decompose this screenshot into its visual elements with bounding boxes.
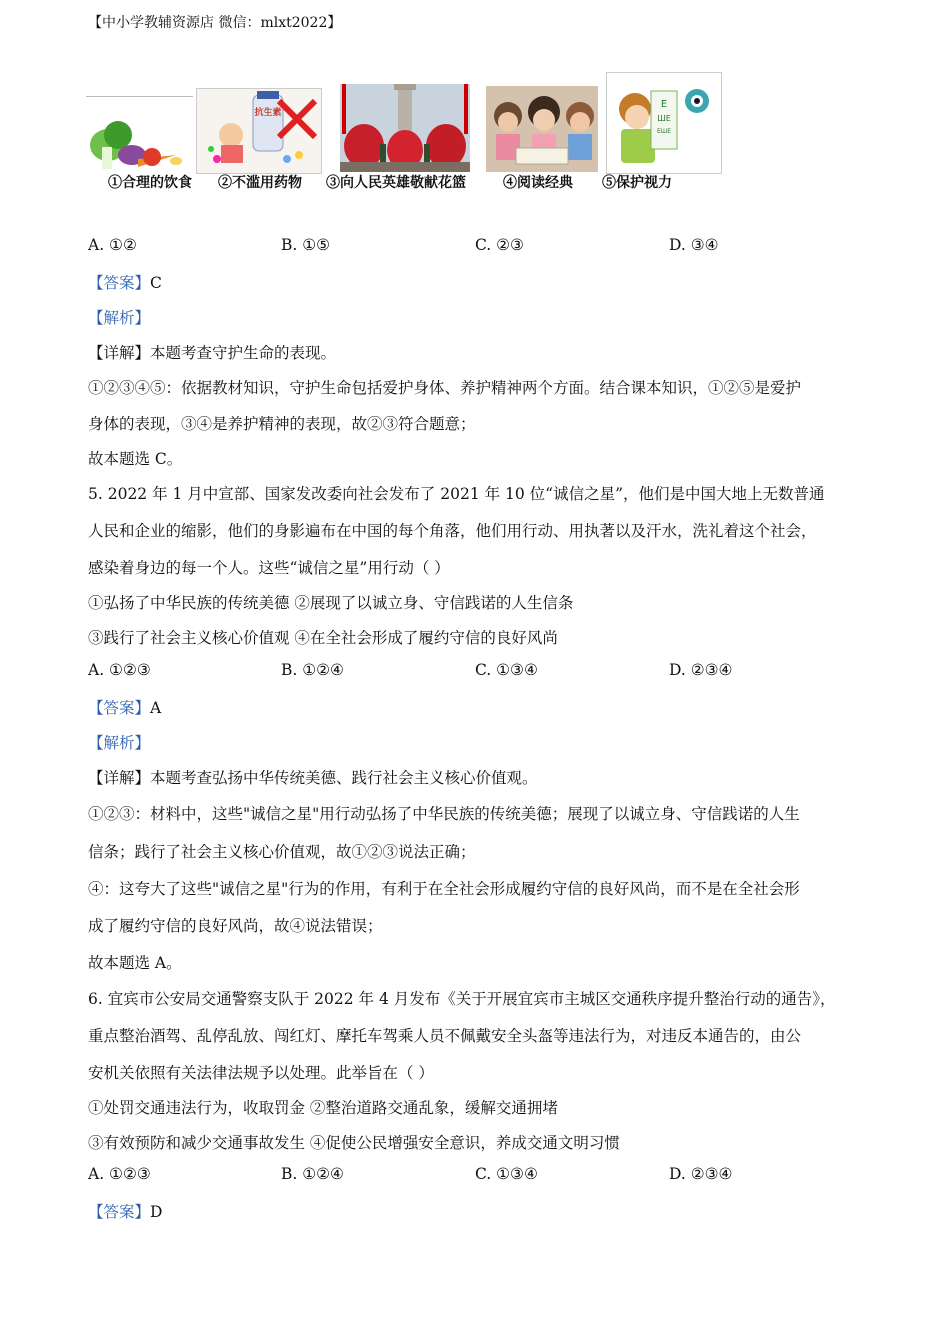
healthy-food-image	[86, 96, 193, 181]
q5-option-d: D. ②③④	[669, 661, 733, 679]
page-header: 【中小学教辅资源店 微信：mlxt2022】	[88, 15, 342, 31]
q5-stem-2: 人民和企业的缩影，他们的身影遍布在中国的每个角落，他们用行动、用执著以及汗水，洗礼着这个社会，	[88, 522, 817, 540]
q5-statement-1: ①弘扬了中华民族的传统美德 ②展现了以诚立身、守信践诺的人生信条	[88, 594, 574, 612]
q6-statement-1: ①处罚交通违法行为，收取罚金 ②整治道路交通乱象，缓解交通拥堵	[88, 1099, 558, 1117]
no-medicine-abuse-image	[196, 88, 322, 174]
detail-text: 本题考查弘扬中华传统美德、践行社会主义核心价值观。	[150, 769, 538, 787]
q5-line-5: 故本题选 A。	[88, 954, 182, 972]
q6-option-c: C. ①③④	[475, 1165, 538, 1183]
q6-statement-2: ③有效预防和减少交通事故发生 ④促使公民增强安全意识，养成交通文明习惯	[88, 1134, 620, 1152]
monument-flower-basket-image	[340, 84, 470, 172]
q6-option-d: D. ②③④	[669, 1165, 733, 1183]
q4-line-3: 故本题选 C。	[88, 450, 183, 468]
caption-1: ①合理的饮食	[108, 175, 192, 191]
caption-4: ④阅读经典	[503, 175, 573, 191]
q6-stem-1: 6. 宜宾市公安局交通警察支队于 2022 年 4 月发布《关于开展宜宾市主城区交通秩序提升整治行动的通告》，	[88, 990, 836, 1008]
caption-5: ⑤保护视力	[602, 175, 672, 191]
q4-line-1: ①②③④⑤：依据教材知识，守护生命包括爱护身体、养护精神两个方面。结合课本知识，①②⑤是爱护	[88, 379, 802, 397]
q5-line-1: ①②③：材料中，这些"诚信之星"用行动弘扬了中华民族的传统美德；展现了以诚立身、守信践诺的人生	[88, 805, 800, 823]
protect-eyesight-image	[606, 72, 722, 174]
q5-analysis-tag: 【解析】	[88, 734, 151, 752]
q4-option-a: A. ①②	[88, 236, 137, 254]
q5-detail	[88, 766, 538, 788]
q5-stem-3: 感染着身边的每一个人。这些“诚信之星”用行动（ ）	[88, 559, 450, 577]
reading-classics-image	[486, 86, 598, 172]
q6-stem-3: 安机关依照有关法律法规予以处理。此举旨在（ ）	[88, 1064, 434, 1082]
answer-value: C	[150, 274, 162, 292]
caption-3: ③向人民英雄敬献花篮	[326, 175, 466, 191]
q6-stem-2: 重点整治酒驾、乱停乱放、闯红灯、摩托车驾乘人员不佩戴安全头盔等违法行为，对违反本通告的，由公	[88, 1027, 802, 1045]
answer-value: D	[150, 1203, 163, 1221]
q4-option-c: C. ②③	[475, 236, 524, 254]
q6-answer	[88, 1200, 162, 1222]
q4-line-2: 身体的表现，③④是养护精神的表现，故②③符合题意；	[88, 415, 476, 433]
detail-tag: 【详解】	[88, 769, 151, 787]
question-figure	[86, 72, 726, 202]
q5-stem-1: 5. 2022 年 1 月中宣部、国家发改委向社会发布了 2021 年 10 位“诚信之星”，他们是中国大地上无数普通	[88, 485, 825, 503]
q4-detail	[88, 341, 336, 363]
q5-statement-2: ③践行了社会主义核心价值观 ④在全社会形成了履约守信的良好风尚	[88, 629, 558, 647]
q5-answer	[88, 696, 161, 718]
q5-option-c: C. ①③④	[475, 661, 538, 679]
answer-tag: 【答案】	[88, 699, 151, 717]
svg-text:ШE: ШE	[657, 114, 671, 123]
q5-line-4: 成了履约守信的良好风尚，故④说法错误；	[88, 917, 383, 935]
svg-text:EШE: EШE	[657, 128, 671, 135]
svg-text:E: E	[660, 99, 668, 110]
q4-answer	[88, 271, 162, 293]
detail-tag: 【详解】	[88, 344, 151, 362]
answer-tag: 【答案】	[88, 274, 151, 292]
q5-option-b: B. ①②④	[281, 661, 344, 679]
answer-value: A	[150, 699, 162, 717]
detail-text: 本题考查守护生命的表现。	[150, 344, 337, 362]
bottle-label: 抗生素	[254, 108, 282, 118]
q4-option-b: B. ①⑤	[281, 236, 331, 254]
q6-option-b: B. ①②④	[281, 1165, 344, 1183]
q5-line-3: ④：这夸大了这些"诚信之星"行为的作用，有利于在全社会形成履约守信的良好风尚，而不是在全社会形	[88, 880, 800, 898]
q6-option-a: A. ①②③	[88, 1165, 151, 1183]
q4-analysis-tag: 【解析】	[88, 309, 151, 327]
answer-tag: 【答案】	[88, 1203, 151, 1221]
caption-2: ②不滥用药物	[218, 175, 302, 191]
q5-option-a: A. ①②③	[88, 661, 151, 679]
q4-option-d: D. ③④	[669, 236, 719, 254]
q5-line-2: 信条；践行了社会主义核心价值观，故①②③说法正确；	[88, 843, 476, 861]
